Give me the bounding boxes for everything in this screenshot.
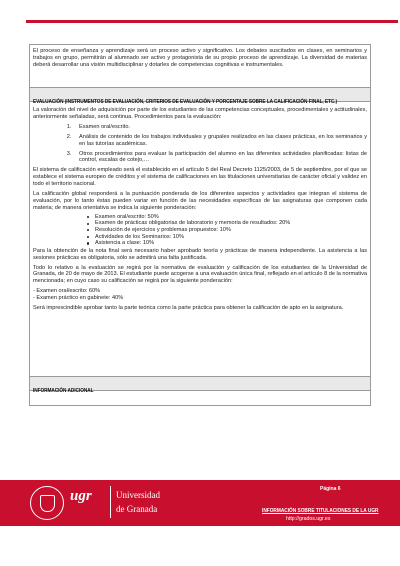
page-footer xyxy=(0,480,400,550)
weight-item: Examen oral/escrito: 50% xyxy=(87,214,367,221)
evaluation-paragraph-3: La calificación global responderá a la puntuación ponderada de los diferentes aspectos y actividades que integran el sistema de evaluación, por lo tanto éstas pueden variar en función de las necesidades específicas de las asignaturas que componen cada materia; de manera orientativa se indica la siguiente ponderación: xyxy=(33,191,367,211)
university-name-line2: de Granada xyxy=(116,504,158,514)
single-eval-line: - Examen práctico en gabinete: 40% xyxy=(33,295,124,302)
weights-list xyxy=(87,214,367,247)
evaluation-paragraph-6: Será imprescindible aprobar tanto la parte teórica como la parte práctica para obtener la calificación de apto en la asignatura. xyxy=(33,305,344,312)
procedures-list xyxy=(73,124,367,165)
weight-item: Asistencia a clase: 10% xyxy=(87,240,367,247)
degrees-info-url[interactable]: http://grados.ugr.es xyxy=(286,516,331,522)
content-table xyxy=(29,44,371,406)
university-seal-icon xyxy=(30,486,64,520)
evaluation-heading-cell xyxy=(30,88,370,105)
additional-info-heading-cell xyxy=(30,377,370,394)
weight-item: Examen de prácticas obligatorias de laboratorio y memoria de resultados: 20% xyxy=(87,220,367,227)
single-eval-line: - Examen oral/escrito: 60% xyxy=(33,288,101,295)
evaluation-paragraph-2: El sistema de calificación empleado será el establecido en el artículo 5 del Real Decreto 1125/2003, de 5 de septiembre, por el que se establece el sistema europeo de créditos y el sistema de calificaciones en las titulaciones universitarias de carácter oficial y validez en todo el territorio nacional. xyxy=(33,167,367,188)
weight-item: Actividades de los Seminarios: 10% xyxy=(87,234,367,241)
intro-cell xyxy=(30,45,370,88)
procedure-item: 3. Otros procedimientos para evaluar la participación del alumno en las diferentes actividades planificadas: listas de control, escalas de cotejo,… xyxy=(73,151,367,165)
degrees-info-title: INFORMACIÓN SOBRE TITULACIONES DE LA UGR xyxy=(262,508,379,514)
evaluation-heading: EVALUACIÓN (INSTRUMENTOS DE EVALUACIÓN, CRITERIOS DE EVALUACIÓN Y PORCENTAJE SOBRE LA CALIFICACIÓN FINAL, ETC.) xyxy=(33,99,338,105)
intro-paragraph: El proceso de enseñanza y aprendizaje será un proceso activo y significativo. Los debates suscitados en clases, en seminarios y trabajos en grupo, permitirán al alumnado ser activo y protagonista de su propio proceso de aprendizaje. La diversidad de materias deberá desarrollar una visión multidisciplinar y dotarles de competencias cognitivas e instrumentales. xyxy=(33,48,367,68)
evaluation-paragraph-1: La valoración del nivel de adquisición por parte de los estudiantes de las competencias conceptuales, procedimentales y actitudinales, anteriormente señaladas, será continua. Procedimientos para la evaluación: xyxy=(33,107,367,120)
university-name-line1: Universidad xyxy=(116,490,160,500)
logo-divider xyxy=(110,486,111,518)
procedure-item: 2. Análisis de contenido de los trabajos individuales y grupales realizados en las clases prácticas, en los seminarios y en las tutorías académicas. xyxy=(73,134,367,148)
ugr-logo: ugr xyxy=(70,488,92,504)
page-number: Página 6 xyxy=(320,486,341,492)
evaluation-paragraph-5: Todo lo relativo a la evaluación se regirá por la normativa de evaluación y calificación de los estudiantes de la Universidad de Granada, de 20 de mayo de 2013. El estudiante puede acogerse a una evaluación única final, reflejado en el artículo 8 de la normativa mencionada; en cuyo caso su calificación se regirá por la siguiente ponderación: xyxy=(33,264,367,285)
procedure-item: 1. Examen oral/escrito. xyxy=(73,124,367,131)
weight-item: Resolución de ejercicios y problemas propuestos: 10% xyxy=(87,227,367,234)
additional-info-heading: INFORMACIÓN ADICIONAL xyxy=(33,388,94,394)
top-red-rule xyxy=(26,20,398,23)
evaluation-body-cell xyxy=(30,102,370,377)
evaluation-paragraph-4: Para la obtención de la nota final será necesario haber aprobado teoría y prácticas de manera independiente. La asistencia a las sesiones prácticas es obligatoria, sólo se admitirá una falta justificada. xyxy=(33,247,367,261)
